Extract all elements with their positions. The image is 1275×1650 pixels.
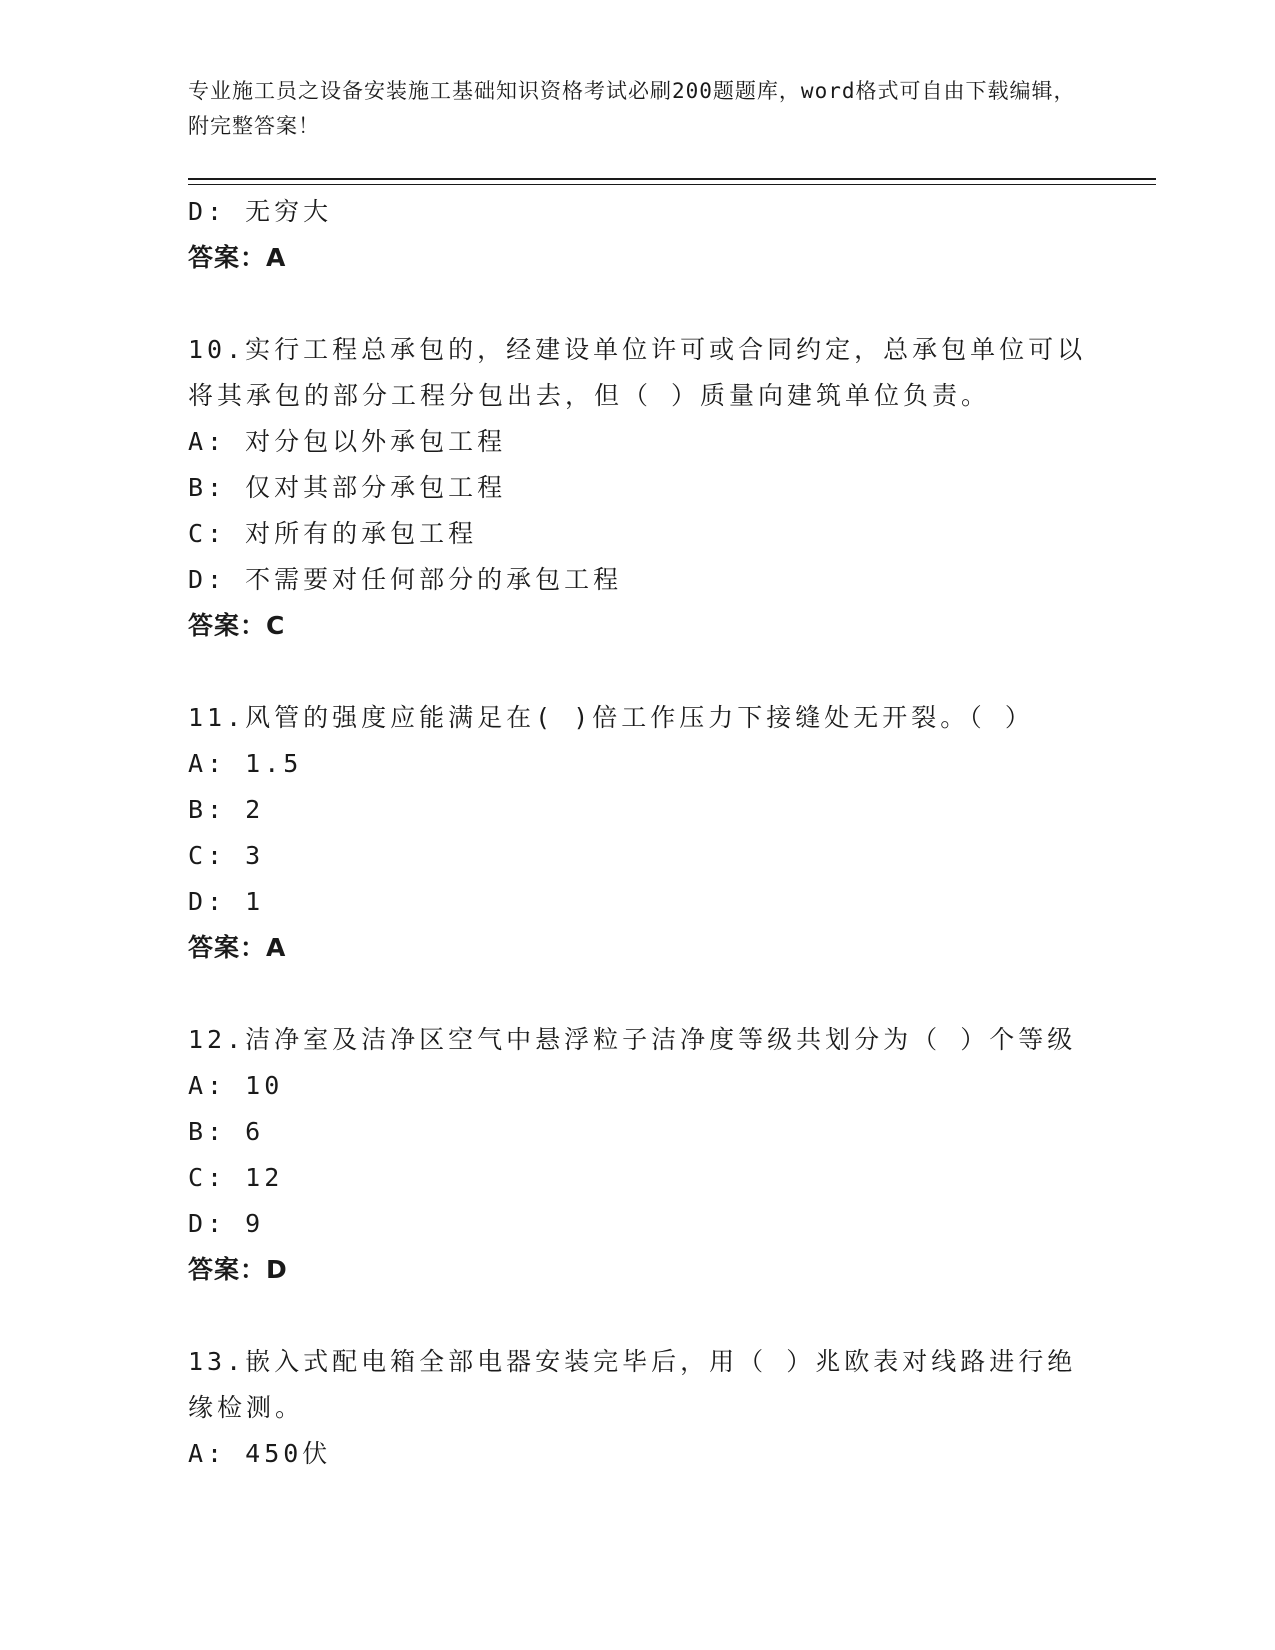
question-10: [188, 327, 1088, 649]
header-divider-thick: [188, 178, 1156, 180]
answer-line: 答案：D: [188, 1255, 288, 1284]
question-13: [188, 1339, 1088, 1477]
option-a: A: 450伏: [188, 1439, 332, 1468]
option-d: D: 9: [188, 1209, 265, 1238]
answer-line: 答案：A: [188, 933, 287, 962]
question-stem: 12.洁净室及洁净区空气中悬浮粒子洁净度等级共划分为（ ）个等级: [188, 1025, 1077, 1054]
option-b: B: 6: [188, 1117, 265, 1146]
option-a: A: 对分包以外承包工程: [188, 427, 507, 456]
header-divider-thin: [188, 184, 1156, 185]
option-c: C: 12: [188, 1163, 284, 1192]
option-c: C: 3: [188, 841, 265, 870]
spacer: [188, 649, 1088, 695]
option-d: D: 1: [188, 887, 265, 916]
question-stem: 10.实行工程总承包的，经建设单位许可或合同约定，总承包单位可以将其承包的部分工程分包出去，但（ ）质量向建筑单位负责。: [188, 335, 1087, 410]
option-a: A: 1.5: [188, 749, 303, 778]
option-d: D: 不需要对任何部分的承包工程: [188, 565, 623, 594]
question-stem: 13.嵌入式配电箱全部电器安装完毕后，用（ ）兆欧表对线路进行绝缘检测。: [188, 1347, 1077, 1422]
question-12: [188, 1017, 1088, 1293]
page-header: [188, 74, 1088, 144]
document-body: [188, 189, 1088, 1477]
header-title: 专业施工员之设备安装施工基础知识资格考试必刷200题题库，word格式可自由下载编辑，附完整答案！: [188, 79, 1076, 138]
option-c: C: 对所有的承包工程: [188, 519, 478, 548]
spacer: [188, 1293, 1088, 1339]
question-11: [188, 695, 1088, 971]
answer-line: 答案：C: [188, 611, 286, 640]
option-b: B: 仅对其部分承包工程: [188, 473, 507, 502]
spacer: [188, 281, 1088, 327]
question-stem: 11.风管的强度应能满足在( )倍工作压力下接缝处无开裂。（ ）: [188, 703, 1034, 732]
option-b: B: 2: [188, 795, 265, 824]
spacer: [188, 971, 1088, 1017]
answer-line: 答案：A: [188, 243, 287, 272]
option-d: D: 无穷大: [188, 197, 333, 226]
option-a: A: 10: [188, 1071, 284, 1100]
